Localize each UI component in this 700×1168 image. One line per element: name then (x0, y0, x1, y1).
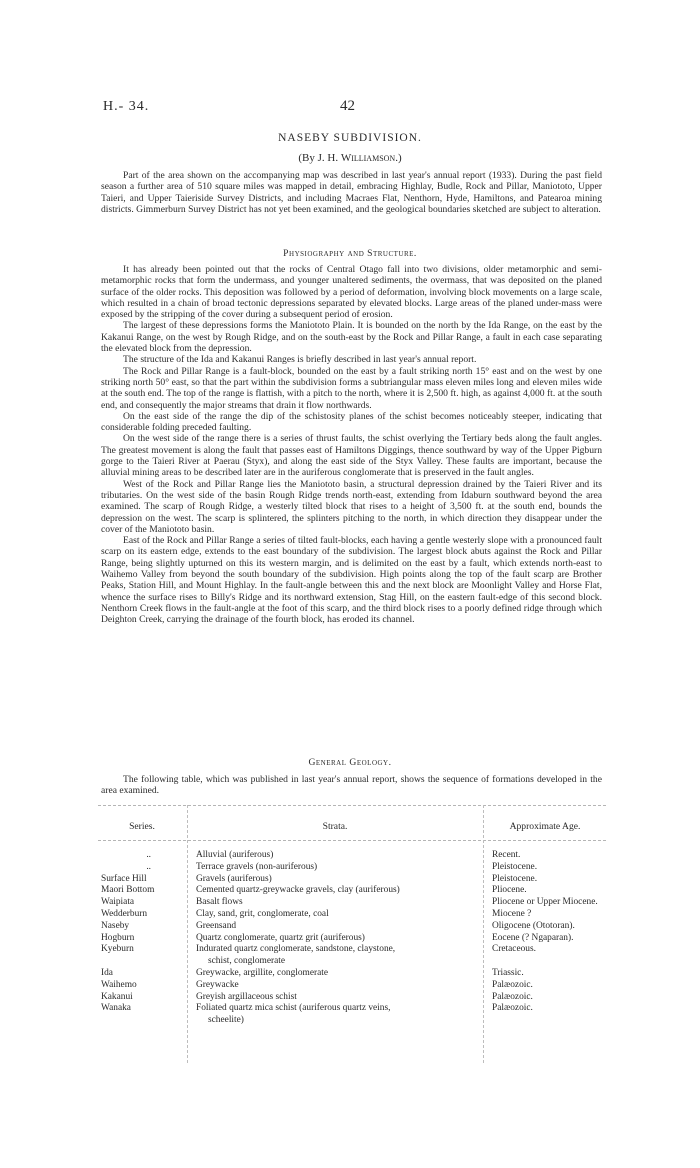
series-cell: Wedderburn (101, 908, 148, 919)
series-cell: Kakanui (101, 991, 133, 1002)
age-cell: Eocene (? Ngaparan). (492, 932, 574, 943)
series-cell: Waipiata (101, 897, 135, 908)
age-cell: Palæozoic. (492, 1003, 533, 1014)
strata-cell: Greyish argillaceous schist (196, 991, 297, 1002)
table-row (101, 909, 606, 921)
paragraph: The following table, which was published in last year's annual report, shows the sequence of formations developed in the area examined. (101, 774, 602, 797)
table-row (101, 944, 606, 968)
physiography-body (101, 264, 602, 626)
byline-prefix: (By J. H. (298, 152, 341, 164)
age-cell: Pleistocene. (492, 873, 538, 884)
table-row (101, 992, 606, 1004)
series-cell: Maori Bottom (101, 885, 155, 896)
paragraph: The Rock and Pillar Range is a fault-block, bounded on the east by a fault striking north 15° east and on the west by one striking north 50° east, so that the part within the subdivision forms a subtriangular mass eleven miles long and eleven miles wide at the south end. The top of the range is flattish, with a pitch to the north, where it is 2,500 ft. high, as against 4,000 ft. at the south end, and consequently the major streams that drain it flow northwards. (101, 365, 602, 411)
table-row (101, 980, 606, 992)
intro-paragraph (101, 170, 602, 215)
series-cell: .. (146, 850, 151, 860)
byline-author: Williamson (340, 152, 396, 164)
paragraph: It has already been pointed out that the rocks of Central Otago fall into two divisions, older metamorphic and semi-metamorphic rocks that form the undermass, and younger unaltered sediments, the overmass, that was deposited on the planed surface of the older rocks. This deposition was followed by a period of deformation, involving block movements on a large scale, which resulted in a chain of broad tectonic depressions separated by elevated blocks. Large areas of the planed under-mass were exposed by the stripping of the cover during a subsequent period of erosion. (101, 264, 602, 321)
strata-cell: Greensand (196, 920, 237, 931)
age-cell: Oligocene (Ototoran). (492, 920, 575, 931)
paragraph: On the west side of the range there is a series of thrust faults, the schist overlying the Tertiary beds along the fault angles. The greatest movement is along the fault that passes east of Hamiltons Diggings, thence southward by way of the Upper Pigburn gorge to the Taieri River at Paerau (Styx), and along the east side of the Styx Valley. These faults are important, because the alluvial mining areas to be described later are in the auriferous conglomerate that is preserved in the fault angles. (101, 433, 602, 479)
paragraph: The largest of these depressions forms the Maniototo Plain. It is bounded on the north by the Ida Range, on the east by the Kakanui Range, on the west by Rough Ridge, and on the south-east by the Rock and Pillar Range, a fault in each case separating the elevated block from the depression. (101, 320, 602, 355)
strata-cell: Greywacke (196, 979, 239, 990)
strata-cell: Terrace gravels (non-auriferous) (196, 861, 318, 872)
age-cell: Miocene ? (492, 908, 532, 919)
series-cell: Surface Hill (101, 873, 147, 884)
strata-cell: Clay, sand, grit, conglomerate, coal (196, 908, 329, 919)
table-row (101, 862, 606, 874)
table-row (101, 850, 606, 862)
intro-text: Part of the area shown on the accompanying map was described in last year's annual report (1933). During the past field season a further area of 510 square miles was mapped in detail, embracing Highlay, Budle, Rock and Pillar, Maniototo, Upper Taieri, and Upper Taieriside Survey Districts, and including Macraes Flat, Nenthorn, Hyde, Hamiltons, and Patearoa mining districts. Gimmerburn Survey District has not yet been examined, and the geological boundaries sketched are subject to alteration. (101, 170, 602, 215)
strata-continuation: schist, conglomerate (208, 955, 286, 966)
geology-intro (101, 774, 602, 797)
byline (0, 152, 700, 164)
strata-cell: Cemented quartz-greywacke gravels, clay (auriferous) (196, 885, 400, 896)
strata-continuation: scheelite) (208, 1014, 244, 1025)
byline-suffix: .) (395, 152, 402, 164)
strata-cell: Greywacke, argillite, conglomerate (196, 967, 329, 978)
column-header-strata: Strata. (322, 821, 348, 832)
paragraph: East of the Rock and Pillar Range a series of tilted fault-blocks, each having a gentle westerly slope with a pronounced fault scarp on its eastern edge, extends to the east boundary of the subdivision. The largest block abuts against the Rock and Pillar Range, being slightly upturned on this its western margin, and is delimited on the east by a fault, which extends north-east to Waihemo Valley from beyond the south boundary of the subdivision. High points along the top of the fault scarp are Brother Peaks, Station Hill, and Mount Highlay. In the fault-angle between this and the next block are Moonlight Valley and Horse Flat, whence the surface rises to Billy's Ridge and its northward extension, Stag Hill, on the eastern fault-edge of this second block. Nenthorn Creek flows in the fault-angle at the foot of this scarp, and the third block rises to a poorly defined ridge through which Deighton Creek, carrying the drainage of the fourth block, has eroded its channel. (101, 535, 602, 626)
table-row (101, 921, 606, 933)
column-header-age: Approximate Age. (509, 821, 581, 832)
report-code: H.- 34. (103, 99, 150, 114)
age-cell: Pliocene. (492, 885, 527, 896)
table-row (101, 968, 606, 980)
strata-cell (196, 944, 481, 967)
paragraph: On the east side of the range the dip of the schistosity planes of the schist becomes noticeably steeper, indicating that considerable folding preceded faulting. (101, 410, 602, 434)
age-cell: Triassic. (492, 967, 524, 978)
table-header-rule (98, 840, 606, 841)
strata-line: Indurated quartz conglomerate, sandstone, claystone, (196, 944, 396, 955)
strata-cell: Alluvial (auriferous) (196, 850, 274, 860)
series-cell: Wanaka (101, 1003, 131, 1014)
age-cell: Palæozoic. (492, 991, 533, 1002)
paragraph: West of the Rock and Pillar Range lies the Maniototo basin, a structural depression drained by the Taieri River and its tributaries. On the west side of the basin Rough Ridge trends north-east, extending from Idaburn southward beyond the area examined. The scarp of Rough Ridge, a westerly tilted block that rises to a height of 3,500 ft. at the south end, bounds the depression on the west. The scarp is splintered, the splinters pitching to the north, in which direction they disappear under the cover of the Maniototo basin. (101, 478, 602, 535)
strata-line: Foliated quartz mica schist (auriferous quartz veins, (196, 1003, 391, 1014)
strata-cell (196, 1003, 481, 1026)
table-row (101, 874, 606, 886)
section-title: NASEBY SUBDIVISION. (278, 132, 422, 144)
series-cell: Hogburn (101, 932, 135, 943)
series-cell: Kyeburn (101, 944, 134, 955)
table-top-rule (98, 805, 606, 806)
paragraph: The structure of the Ida and Kakanui Ranges is briefly described in last year's annual report. (123, 354, 477, 366)
table-row (101, 885, 606, 897)
strata-cell: Basalt flows (196, 897, 243, 908)
age-cell: Recent. (492, 850, 521, 860)
series-cell: Naseby (101, 920, 130, 931)
subheading-physiography: Physiography and Structure. (283, 248, 417, 259)
age-cell: Pleistocene. (492, 861, 538, 872)
series-cell: .. (146, 861, 151, 872)
column-header-series: Series. (129, 821, 155, 832)
table-row (101, 1003, 606, 1027)
table-row (101, 933, 606, 945)
page-number: 42 (340, 98, 355, 114)
age-cell: Cretaceous. (492, 944, 536, 955)
strata-cell: Gravels (auriferous) (196, 873, 272, 884)
series-cell: Waihemo (101, 979, 137, 990)
strata-cell: Quartz conglomerate, quartz grit (auriferous) (196, 932, 365, 943)
table-row (101, 897, 606, 909)
strata-table (101, 850, 606, 1027)
subheading-general-geology: General Geology. (308, 757, 392, 768)
series-cell: Ida (101, 967, 113, 978)
age-cell: Pliocene or Upper Miocene. (492, 897, 598, 908)
age-cell: Palæozoic. (492, 979, 533, 990)
